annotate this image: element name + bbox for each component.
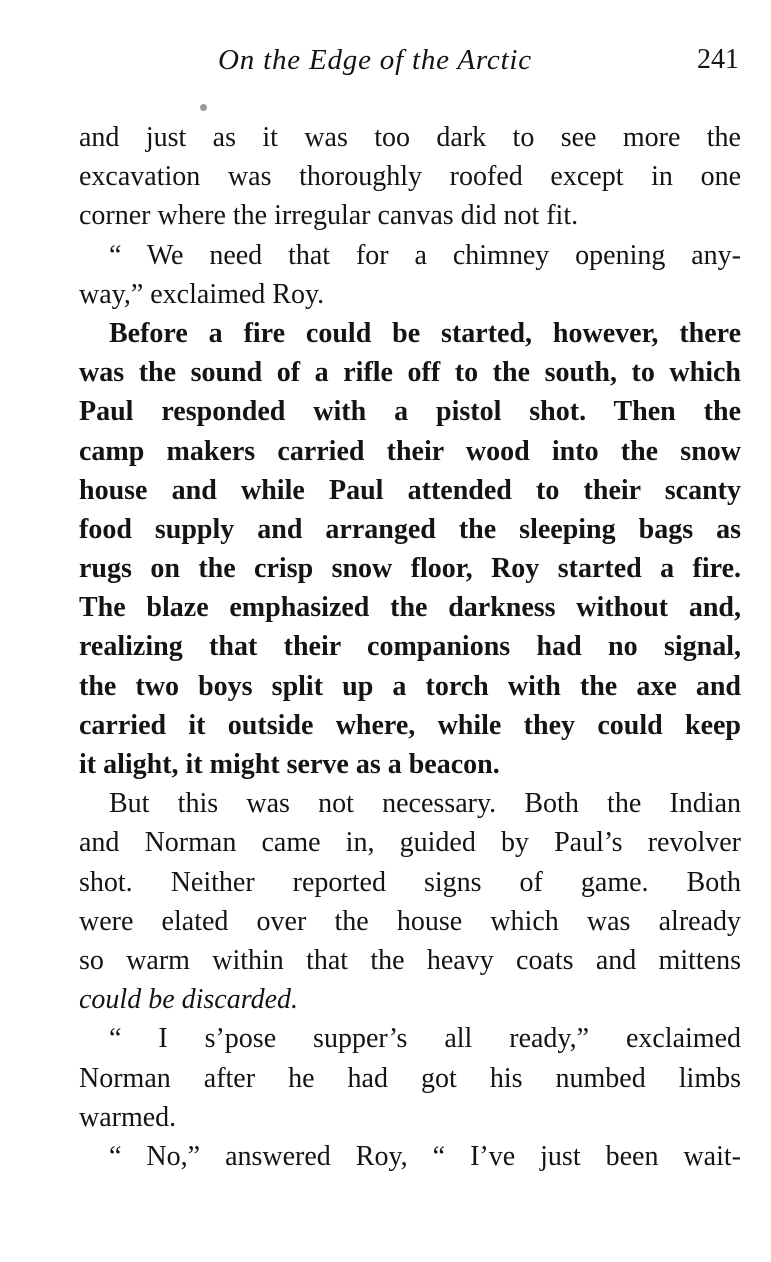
text-line: “ No,” answered Roy, “ I’ve just been wait-	[109, 1140, 741, 1172]
running-head	[0, 44, 771, 84]
text-line: was the sound of a rifle off to the south, to which	[79, 357, 741, 389]
text-line: But this was not necessary. Both the Indian	[109, 788, 741, 820]
text-line: camp makers carried their wood into the snow	[79, 435, 741, 467]
text-line: food supply and arranged the sleeping bags as	[79, 513, 741, 545]
text-line: were elated over the house which was already	[79, 905, 741, 937]
text-line: corner where the irregular canvas did not fit.	[79, 200, 579, 232]
text-line: Paul responded with a pistol shot. Then the	[79, 396, 741, 428]
text-line: “ We need that for a chimney opening any-	[109, 239, 741, 271]
text-line: The blaze emphasized the darkness without and,	[79, 592, 741, 624]
text-line: so warm within that the heavy coats and mittens	[79, 944, 741, 976]
text-line: the two boys split up a torch with the axe and	[79, 670, 741, 702]
text-line: and Norman came in, guided by Paul’s revolver	[79, 827, 741, 859]
text-line: it alight, it might serve as a beacon.	[79, 749, 500, 780]
text-line: way,” exclaimed Roy.	[79, 278, 325, 310]
text-line: rugs on the crisp snow floor, Roy started a fire.	[79, 553, 741, 585]
text-line: Norman after he had got his numbed limbs	[79, 1062, 741, 1094]
running-title: On the Edge of the Arctic	[218, 44, 532, 76]
text-line: excavation was thoroughly roofed except in one	[79, 161, 741, 193]
text-line: “ I s’pose supper’s all ready,” exclaimed	[109, 1023, 741, 1055]
text-line: warmed.	[79, 1101, 177, 1133]
ink-speck	[200, 104, 207, 111]
text-line: house and while Paul attended to their scanty	[79, 474, 741, 506]
text-line: could be discarded.	[79, 984, 299, 1016]
body-text	[79, 118, 741, 1176]
text-line: and just as it was too dark to see more the	[79, 122, 741, 153]
page-number: 241	[697, 44, 739, 75]
text-line: Before a fire could be started, however, there	[109, 317, 741, 349]
text-line: realizing that their companions had no signal,	[79, 631, 741, 663]
text-line: carried it outside where, while they could keep	[79, 709, 741, 741]
text-line: shot. Neither reported signs of game. Both	[79, 866, 741, 898]
